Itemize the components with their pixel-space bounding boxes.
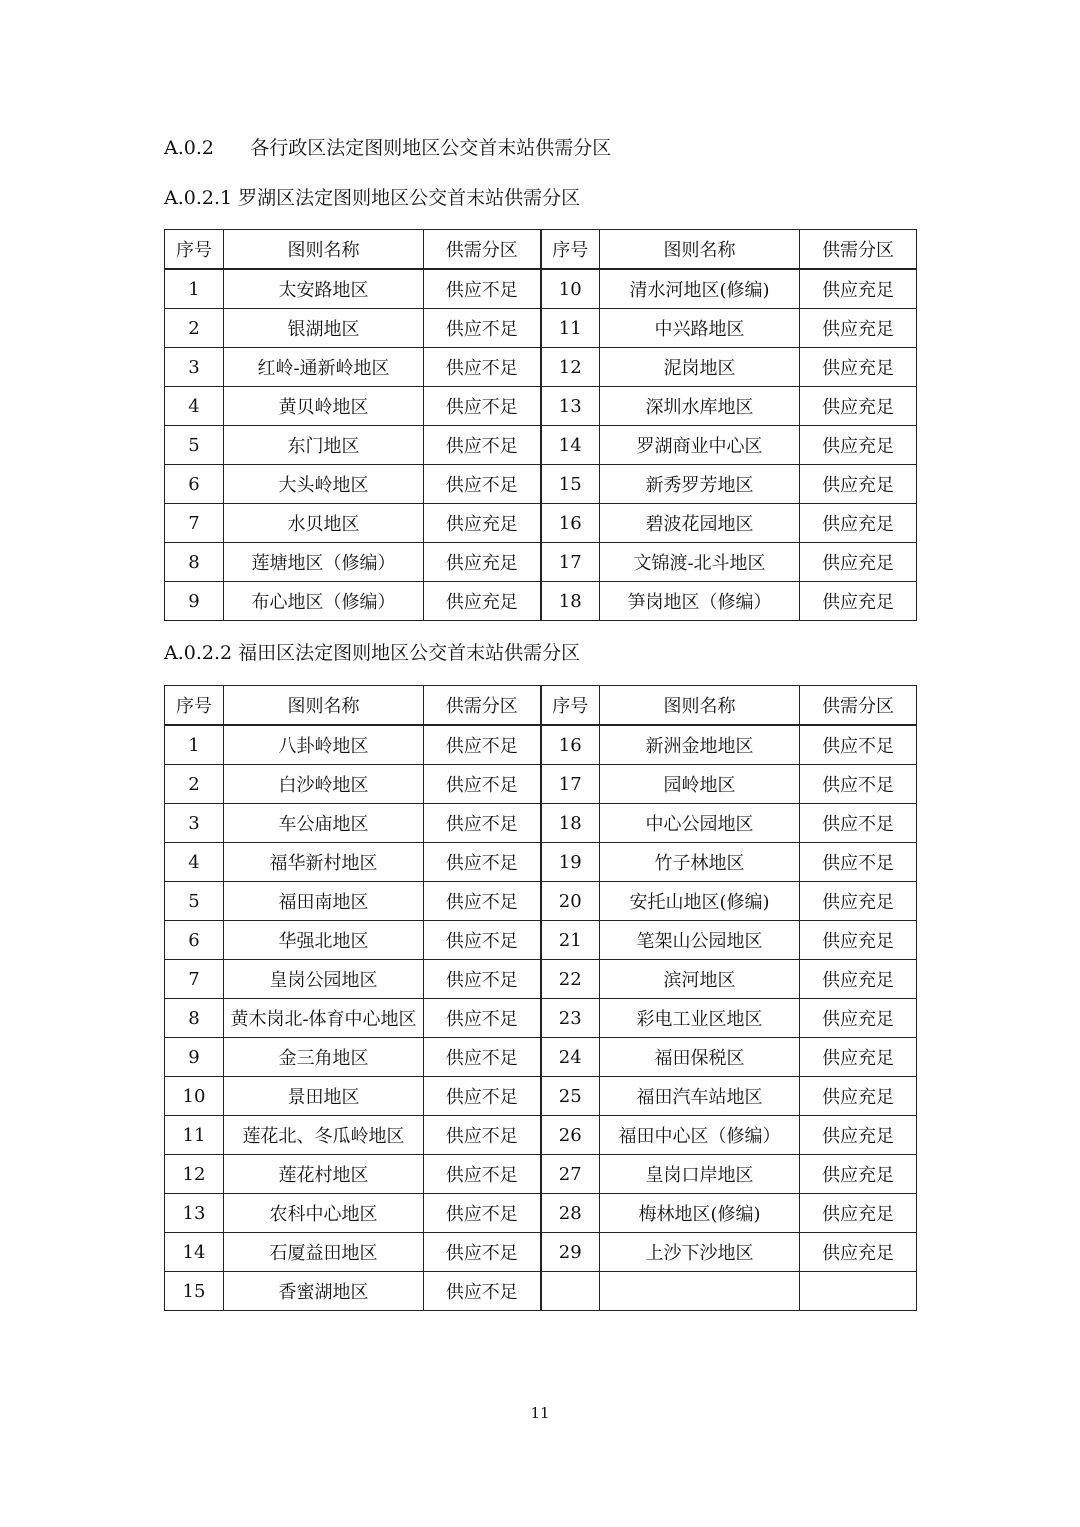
table-row xyxy=(165,1233,917,1272)
column-header: 图则名称 xyxy=(224,230,424,270)
seq-cell: 5 xyxy=(165,882,224,921)
supply-status-cell: 供应充足 xyxy=(424,543,541,582)
plan-name-cell: 农科中心地区 xyxy=(224,1194,424,1233)
supply-status-cell: 供应充足 xyxy=(800,1155,917,1194)
supply-status-cell: 供应不足 xyxy=(424,269,541,309)
seq-cell: 15 xyxy=(541,465,600,504)
plan-name-cell: 笋岗地区（修编） xyxy=(600,582,800,621)
supply-status-cell: 供应不足 xyxy=(800,725,917,765)
seq-cell: 20 xyxy=(541,882,600,921)
plan-name-cell: 新秀罗芳地区 xyxy=(600,465,800,504)
seq-cell: 12 xyxy=(165,1155,224,1194)
seq-cell: 18 xyxy=(541,582,600,621)
supply-status-cell: 供应不足 xyxy=(424,1194,541,1233)
supply-status-cell: 供应充足 xyxy=(800,269,917,309)
plan-name-cell: 福田保税区 xyxy=(600,1038,800,1077)
plan-name-cell: 太安路地区 xyxy=(224,269,424,309)
plan-name-cell: 黄木岗北-体育中心地区 xyxy=(224,999,424,1038)
plan-name-cell: 华强北地区 xyxy=(224,921,424,960)
supply-status-cell: 供应充足 xyxy=(800,1194,917,1233)
table-row xyxy=(165,1272,917,1311)
plan-name-cell: 白沙岭地区 xyxy=(224,765,424,804)
plan-name-cell: 莲塘地区（修编） xyxy=(224,543,424,582)
column-header: 序号 xyxy=(165,230,224,270)
seq-cell: 11 xyxy=(165,1116,224,1155)
supply-status-cell: 供应不足 xyxy=(424,1077,541,1116)
plan-name-cell: 梅林地区(修编) xyxy=(600,1194,800,1233)
column-header: 图则名称 xyxy=(600,686,800,726)
column-header: 供需分区 xyxy=(800,686,917,726)
supply-status-cell: 供应不足 xyxy=(424,309,541,348)
plan-name-cell: 安托山地区(修编) xyxy=(600,882,800,921)
seq-cell: 2 xyxy=(165,309,224,348)
column-header: 序号 xyxy=(541,230,600,270)
table-row xyxy=(165,543,917,582)
table-row xyxy=(165,921,917,960)
seq-cell: 5 xyxy=(165,426,224,465)
table-row xyxy=(165,309,917,348)
plan-name-cell: 碧波花园地区 xyxy=(600,504,800,543)
table-row xyxy=(165,999,917,1038)
supply-status-cell: 供应不足 xyxy=(424,387,541,426)
seq-cell: 10 xyxy=(541,269,600,309)
supply-status-cell: 供应充足 xyxy=(800,921,917,960)
seq-cell: 12 xyxy=(541,348,600,387)
plan-name-cell: 车公庙地区 xyxy=(224,804,424,843)
seq-cell: 8 xyxy=(165,543,224,582)
supply-status-cell xyxy=(800,1272,917,1311)
plan-name-cell: 皇岗口岸地区 xyxy=(600,1155,800,1194)
supply-status-cell: 供应充足 xyxy=(800,1077,917,1116)
seq-cell: 27 xyxy=(541,1155,600,1194)
table-row xyxy=(165,504,917,543)
plan-name-cell: 莲花北、冬瓜岭地区 xyxy=(224,1116,424,1155)
supply-status-cell: 供应充足 xyxy=(800,882,917,921)
seq-cell: 7 xyxy=(165,960,224,999)
seq-cell: 17 xyxy=(541,765,600,804)
column-header: 供需分区 xyxy=(424,230,541,270)
seq-cell: 18 xyxy=(541,804,600,843)
seq-cell: 13 xyxy=(541,387,600,426)
plan-name-cell: 笔架山公园地区 xyxy=(600,921,800,960)
seq-cell: 9 xyxy=(165,582,224,621)
table-row xyxy=(165,426,917,465)
plan-name-cell: 红岭-通新岭地区 xyxy=(224,348,424,387)
supply-status-cell: 供应充足 xyxy=(800,999,917,1038)
table-row xyxy=(165,269,917,309)
supply-status-cell: 供应不足 xyxy=(424,1038,541,1077)
seq-cell: 13 xyxy=(165,1194,224,1233)
table-row xyxy=(165,882,917,921)
supply-status-cell: 供应充足 xyxy=(424,582,541,621)
plan-name-cell: 彩电工业区地区 xyxy=(600,999,800,1038)
page-number: 11 xyxy=(530,1404,550,1422)
supply-status-cell: 供应不足 xyxy=(424,804,541,843)
table-row xyxy=(165,1116,917,1155)
seq-cell: 28 xyxy=(541,1194,600,1233)
supply-status-cell: 供应不足 xyxy=(424,426,541,465)
supply-status-cell: 供应不足 xyxy=(424,1272,541,1311)
supply-status-cell: 供应不足 xyxy=(424,1233,541,1272)
plan-name-cell: 莲花村地区 xyxy=(224,1155,424,1194)
seq-cell: 25 xyxy=(541,1077,600,1116)
seq-cell: 24 xyxy=(541,1038,600,1077)
seq-cell: 2 xyxy=(165,765,224,804)
seq-cell: 23 xyxy=(541,999,600,1038)
supply-status-cell: 供应充足 xyxy=(800,465,917,504)
plan-name-cell xyxy=(600,1272,800,1311)
seq-cell: 14 xyxy=(541,426,600,465)
supply-status-cell: 供应不足 xyxy=(424,465,541,504)
supply-status-cell: 供应充足 xyxy=(800,348,917,387)
seq-cell: 21 xyxy=(541,921,600,960)
plan-name-cell: 八卦岭地区 xyxy=(224,725,424,765)
plan-name-cell: 东门地区 xyxy=(224,426,424,465)
plan-name-cell: 中兴路地区 xyxy=(600,309,800,348)
plan-name-cell: 深圳水库地区 xyxy=(600,387,800,426)
table-row xyxy=(165,960,917,999)
supply-status-cell: 供应充足 xyxy=(424,504,541,543)
table-row xyxy=(165,804,917,843)
seq-cell: 3 xyxy=(165,804,224,843)
plan-name-cell: 罗湖商业中心区 xyxy=(600,426,800,465)
supply-status-cell: 供应不足 xyxy=(424,1116,541,1155)
plan-name-cell: 景田地区 xyxy=(224,1077,424,1116)
supply-status-cell: 供应充足 xyxy=(800,1038,917,1077)
supply-status-cell: 供应充足 xyxy=(800,543,917,582)
seq-cell: 7 xyxy=(165,504,224,543)
plan-name-cell: 石厦益田地区 xyxy=(224,1233,424,1272)
plan-name-cell: 香蜜湖地区 xyxy=(224,1272,424,1311)
plan-name-cell: 福华新村地区 xyxy=(224,843,424,882)
supply-status-cell: 供应不足 xyxy=(424,725,541,765)
table-row xyxy=(165,582,917,621)
plan-name-cell: 滨河地区 xyxy=(600,960,800,999)
column-header: 供需分区 xyxy=(424,686,541,726)
plan-name-cell: 新洲金地地区 xyxy=(600,725,800,765)
table-row xyxy=(165,1155,917,1194)
supply-status-cell: 供应充足 xyxy=(800,960,917,999)
seq-cell: 22 xyxy=(541,960,600,999)
supply-status-cell: 供应不足 xyxy=(424,921,541,960)
supply-status-cell: 供应不足 xyxy=(424,843,541,882)
plan-name-cell: 福田中心区（修编） xyxy=(600,1116,800,1155)
supply-status-cell: 供应不足 xyxy=(424,999,541,1038)
seq-cell: 9 xyxy=(165,1038,224,1077)
table-row xyxy=(165,765,917,804)
futian-table-heading: A.0.2.2 福田区法定图则地区公交首末站供需分区 xyxy=(164,642,581,664)
seq-cell: 26 xyxy=(541,1116,600,1155)
supply-status-cell: 供应充足 xyxy=(800,504,917,543)
plan-name-cell: 上沙下沙地区 xyxy=(600,1233,800,1272)
luohu-table-heading: A.0.2.1 罗湖区法定图则地区公交首末站供需分区 xyxy=(164,187,581,209)
table-row xyxy=(165,1077,917,1116)
plan-name-cell: 文锦渡-北斗地区 xyxy=(600,543,800,582)
seq-cell: 3 xyxy=(165,348,224,387)
column-header: 图则名称 xyxy=(600,230,800,270)
seq-cell: 6 xyxy=(165,465,224,504)
seq-cell: 16 xyxy=(541,504,600,543)
plan-name-cell: 布心地区（修编） xyxy=(224,582,424,621)
plan-name-cell: 银湖地区 xyxy=(224,309,424,348)
seq-cell: 19 xyxy=(541,843,600,882)
supply-status-cell: 供应充足 xyxy=(800,1116,917,1155)
seq-cell: 29 xyxy=(541,1233,600,1272)
seq-cell: 17 xyxy=(541,543,600,582)
plan-name-cell: 园岭地区 xyxy=(600,765,800,804)
column-header: 图则名称 xyxy=(224,686,424,726)
supply-status-cell: 供应不足 xyxy=(424,882,541,921)
plan-name-cell: 黄贝岭地区 xyxy=(224,387,424,426)
supply-status-cell: 供应充足 xyxy=(800,582,917,621)
plan-name-cell: 水贝地区 xyxy=(224,504,424,543)
seq-cell: 15 xyxy=(165,1272,224,1311)
luohu-supply-table xyxy=(164,229,917,621)
plan-name-cell: 中心公园地区 xyxy=(600,804,800,843)
seq-cell xyxy=(541,1272,600,1311)
column-header: 序号 xyxy=(541,686,600,726)
plan-name-cell: 金三角地区 xyxy=(224,1038,424,1077)
seq-cell: 4 xyxy=(165,387,224,426)
table-row xyxy=(165,1038,917,1077)
table-row xyxy=(165,725,917,765)
seq-cell: 1 xyxy=(165,269,224,309)
table-row xyxy=(165,1194,917,1233)
plan-name-cell: 皇岗公园地区 xyxy=(224,960,424,999)
seq-cell: 10 xyxy=(165,1077,224,1116)
seq-cell: 14 xyxy=(165,1233,224,1272)
plan-name-cell: 竹子林地区 xyxy=(600,843,800,882)
seq-cell: 8 xyxy=(165,999,224,1038)
section-heading: A.0.2 各行政区法定图则地区公交首末站供需分区 xyxy=(164,137,612,159)
seq-cell: 1 xyxy=(165,725,224,765)
table-row xyxy=(165,843,917,882)
table-row xyxy=(165,465,917,504)
table-header-row xyxy=(165,686,917,726)
table-header-row xyxy=(165,230,917,270)
supply-status-cell: 供应不足 xyxy=(800,804,917,843)
column-header: 供需分区 xyxy=(800,230,917,270)
plan-name-cell: 福田汽车站地区 xyxy=(600,1077,800,1116)
supply-status-cell: 供应充足 xyxy=(800,426,917,465)
table-row xyxy=(165,348,917,387)
supply-status-cell: 供应不足 xyxy=(800,843,917,882)
supply-status-cell: 供应不足 xyxy=(424,1155,541,1194)
plan-name-cell: 泥岗地区 xyxy=(600,348,800,387)
supply-status-cell: 供应不足 xyxy=(424,348,541,387)
supply-status-cell: 供应不足 xyxy=(424,765,541,804)
seq-cell: 4 xyxy=(165,843,224,882)
supply-status-cell: 供应不足 xyxy=(424,960,541,999)
seq-cell: 6 xyxy=(165,921,224,960)
supply-status-cell: 供应不足 xyxy=(800,765,917,804)
plan-name-cell: 大头岭地区 xyxy=(224,465,424,504)
supply-status-cell: 供应充足 xyxy=(800,387,917,426)
plan-name-cell: 清水河地区(修编) xyxy=(600,269,800,309)
supply-status-cell: 供应充足 xyxy=(800,309,917,348)
plan-name-cell: 福田南地区 xyxy=(224,882,424,921)
futian-supply-table xyxy=(164,685,917,1311)
seq-cell: 16 xyxy=(541,725,600,765)
seq-cell: 11 xyxy=(541,309,600,348)
column-header: 序号 xyxy=(165,686,224,726)
table-row xyxy=(165,387,917,426)
supply-status-cell: 供应充足 xyxy=(800,1233,917,1272)
